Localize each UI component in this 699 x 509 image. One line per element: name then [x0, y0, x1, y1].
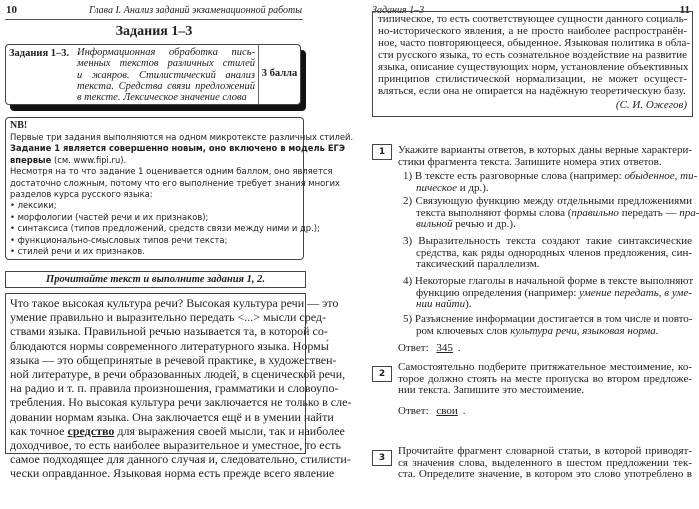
text-segment: вильной — [416, 218, 453, 230]
text-line: вляться, если она не опирается на надёжную теоретическую базу. — [378, 85, 686, 97]
question-1-option-3 — [403, 236, 692, 271]
nb-box — [5, 117, 354, 260]
text-line: таксический параллелизм. — [416, 258, 540, 270]
text-line — [10, 155, 298, 166]
text-segment: культура речи, языковая норма. — [510, 324, 659, 337]
text-line: языка, описание существующих норм, установление объективных — [378, 61, 689, 73]
header-rule — [5, 19, 303, 20]
question-1-option-5 — [403, 314, 692, 337]
text-line: Что такое высокая культура речи? Высокая культура речи — это — [10, 296, 339, 310]
text-line: языка — это общепринятые в речевой практике, в художествен- — [10, 352, 337, 367]
text-line — [403, 183, 692, 195]
text-line: Первые три задания выполняются на одном микротексте различных стилей. — [10, 132, 354, 142]
question-number-2: 2 — [372, 366, 392, 382]
text-line: текста. Средства связи предложений — [77, 80, 255, 92]
text-line: 3) Выразительность текста создают такие синтаксические — [403, 235, 692, 247]
task-score: 3 балла — [261, 68, 298, 79]
nb-title: NB! — [10, 120, 28, 131]
question-number-3: 3 — [372, 450, 392, 466]
text-line: умение правильно и выразительно передать <...> мысли сред- — [10, 310, 327, 325]
text-segment: пическое — [416, 181, 457, 194]
text-segment: текста выполняют формы слова ( — [416, 206, 572, 219]
text-segment: впервые — [10, 154, 52, 165]
text-line: блюдаются нормы современного литературного языка. Нормы́ — [10, 338, 329, 353]
question-2-answer — [398, 406, 466, 418]
task-box — [5, 44, 301, 105]
text-line: принципов стилистической нормализации, не может осущест- — [378, 73, 687, 85]
reading-text-continued — [378, 13, 691, 97]
reading-text-continued-box — [372, 11, 693, 117]
text-line — [10, 423, 345, 438]
text-segment: ром ключевых слов — [416, 324, 511, 337]
text-line: 5) Разъяснение информации достигается в том числе и повто- — [403, 313, 693, 325]
instruction-text: Прочитайте текст и выполните задания 1, 2. — [46, 274, 265, 285]
text-line: ся значения слова, выделенного в шестом предложении тек- — [398, 456, 692, 469]
text-segment: 1) В тексте есть разговорные слова (например: — [403, 170, 625, 182]
answer-period: . — [462, 405, 466, 417]
text-segment: умение передать, в уме- — [579, 286, 692, 299]
text-line: достаточно сложным, потому что его выполнение требует знания многих — [10, 177, 341, 188]
question-3-stem — [398, 446, 692, 481]
text-line: ста. Определите значение, в котором это слово употреблено в — [398, 468, 692, 480]
text-line: стики фрагмента текста. Запишите номера этих ответов. — [398, 155, 662, 168]
question-2-stem — [398, 362, 692, 397]
text-line: требления. Но высокая культура речи заключается не только в сле- — [10, 395, 352, 410]
text-line: 2) Связующую функцию между отдельными предложениями — [403, 195, 692, 207]
text-line: ной литературе, в речи образованных людей, в сценической речи, — [10, 367, 346, 382]
text-line: разделов курса русского языка: — [10, 189, 153, 200]
text-line: Самостоятельно подберите притяжательное местоимение, ко- — [398, 361, 692, 373]
nb-text — [10, 132, 354, 257]
text-line — [403, 219, 692, 231]
text-line: Укажите варианты ответов, в которых даны верные характери- — [398, 144, 692, 156]
text-line: сти русского языка, то есть сознательное воздействие на развитие — [378, 49, 687, 61]
page-number-left: 10 — [6, 4, 17, 16]
text-segment: для выражения своей мысли, так и наиболее — [114, 423, 345, 438]
text-segment: ). — [465, 298, 472, 310]
question-1-answer — [398, 343, 461, 355]
text-line: Прочитайте фрагмент словарной статьи, в которой приводят- — [398, 445, 692, 457]
text-line: торое должно стоять на месте пропуска во втором предложе- — [398, 372, 692, 385]
text-segment: функцию определения (например: — [416, 286, 580, 299]
text-line: • морфологии (частей речи и их признаков); — [10, 211, 209, 222]
text-line: менных текстов различных стилей — [77, 58, 255, 70]
text-segment: обыденное, ти- — [624, 170, 698, 182]
question-number-1: 1 — [372, 144, 392, 160]
instruction-box — [5, 271, 306, 288]
text-line: но-исторического явления, а не просто наиболее распространён- — [378, 25, 687, 37]
text-line: средства, как ряды однородных членов предложения, син- — [416, 246, 692, 259]
answer-label: Ответ: — [398, 342, 429, 354]
text-line: на радио и т. п. правила произношения, грамматики и словоупо- — [10, 381, 339, 396]
text-segment: пра- — [679, 206, 699, 219]
text-line: • стилей речи и их признаков. — [10, 246, 145, 257]
question-1-option-1 — [403, 170, 698, 194]
text-line: Информационная обработка пись- — [77, 47, 255, 58]
text-segment: передать — — [618, 206, 680, 219]
task-label: Задания 1–3. — [9, 48, 70, 59]
reading-text-box — [5, 293, 352, 481]
text-line: типическое, то есть соответствующее сущности данного социаль- — [378, 13, 688, 25]
question-1-stem — [398, 145, 692, 168]
text-line — [10, 143, 346, 154]
text-line: и жанров. Стилистический анализ — [77, 69, 255, 81]
text-segment: (см. www.fipi.ru). — [51, 154, 127, 165]
question-1-option-4 — [403, 276, 692, 311]
text-line: • синтаксиса (типов предложений, средств связи между ними и др.); — [10, 223, 320, 234]
reading-text — [10, 296, 352, 481]
text-segment: как точное — [10, 423, 68, 438]
text-line: • лексики; — [10, 200, 57, 211]
text-segment: Задание 1 является совершенно новым, оно включено в модель ЕГЭ — [10, 143, 346, 154]
text-segment: и др.). — [456, 181, 489, 194]
answer-value: 345 — [436, 342, 453, 354]
text-line: доходчивое, то есть наиболее выразительное и уместное, то есть — [10, 438, 341, 453]
section-title: Задания 1–3 — [115, 24, 193, 39]
page-number-right: 11 — [679, 4, 690, 16]
text-line — [403, 326, 692, 338]
text-line: довании нормам языка. Она заключается ещё и в умении найти — [10, 409, 334, 424]
running-head-left: Глава I. Анализ заданий экзаменационной работы — [89, 5, 302, 16]
answer-label: Ответ: — [398, 405, 429, 417]
text-segment: средство — [67, 423, 115, 438]
text-line: чески оправданное. Языковая норма есть прежде всего явление — [10, 466, 335, 481]
text-line: 4) Некоторые глаголы в начальной форме в тексте выполняют — [403, 275, 694, 287]
text-line — [403, 299, 692, 311]
task-description — [77, 47, 255, 103]
question-1-option-2 — [403, 195, 699, 231]
text-segment: нии найти — [416, 298, 466, 310]
text-segment: речью и др.). — [452, 218, 516, 230]
text-line: в тексте. Лексическое значение слова — [77, 92, 247, 104]
answer-period: . — [457, 342, 461, 354]
running-head-right: Задания 1–3 — [372, 5, 425, 16]
text-line: нии текста. Запишите это местоимение. — [398, 384, 585, 396]
text-line: самое подходящее для данного случая и, следовательно, стилисти- — [10, 452, 351, 467]
attribution: (С. И. Ожегов) — [615, 99, 687, 111]
text-line: ное, часто повторяющееся, обыденное. Языковая политика в обла- — [378, 37, 691, 49]
text-line: • функционально-смысловых типов речи текста; — [10, 234, 228, 245]
text-segment: правильно — [571, 206, 619, 219]
text-line: Несмотря на то что задание 1 оценивается одним баллом, оно является — [10, 166, 333, 177]
answer-value: свои — [436, 405, 458, 417]
text-line: ствами языка. Правильной речью называется та, в которой со- — [10, 324, 328, 339]
